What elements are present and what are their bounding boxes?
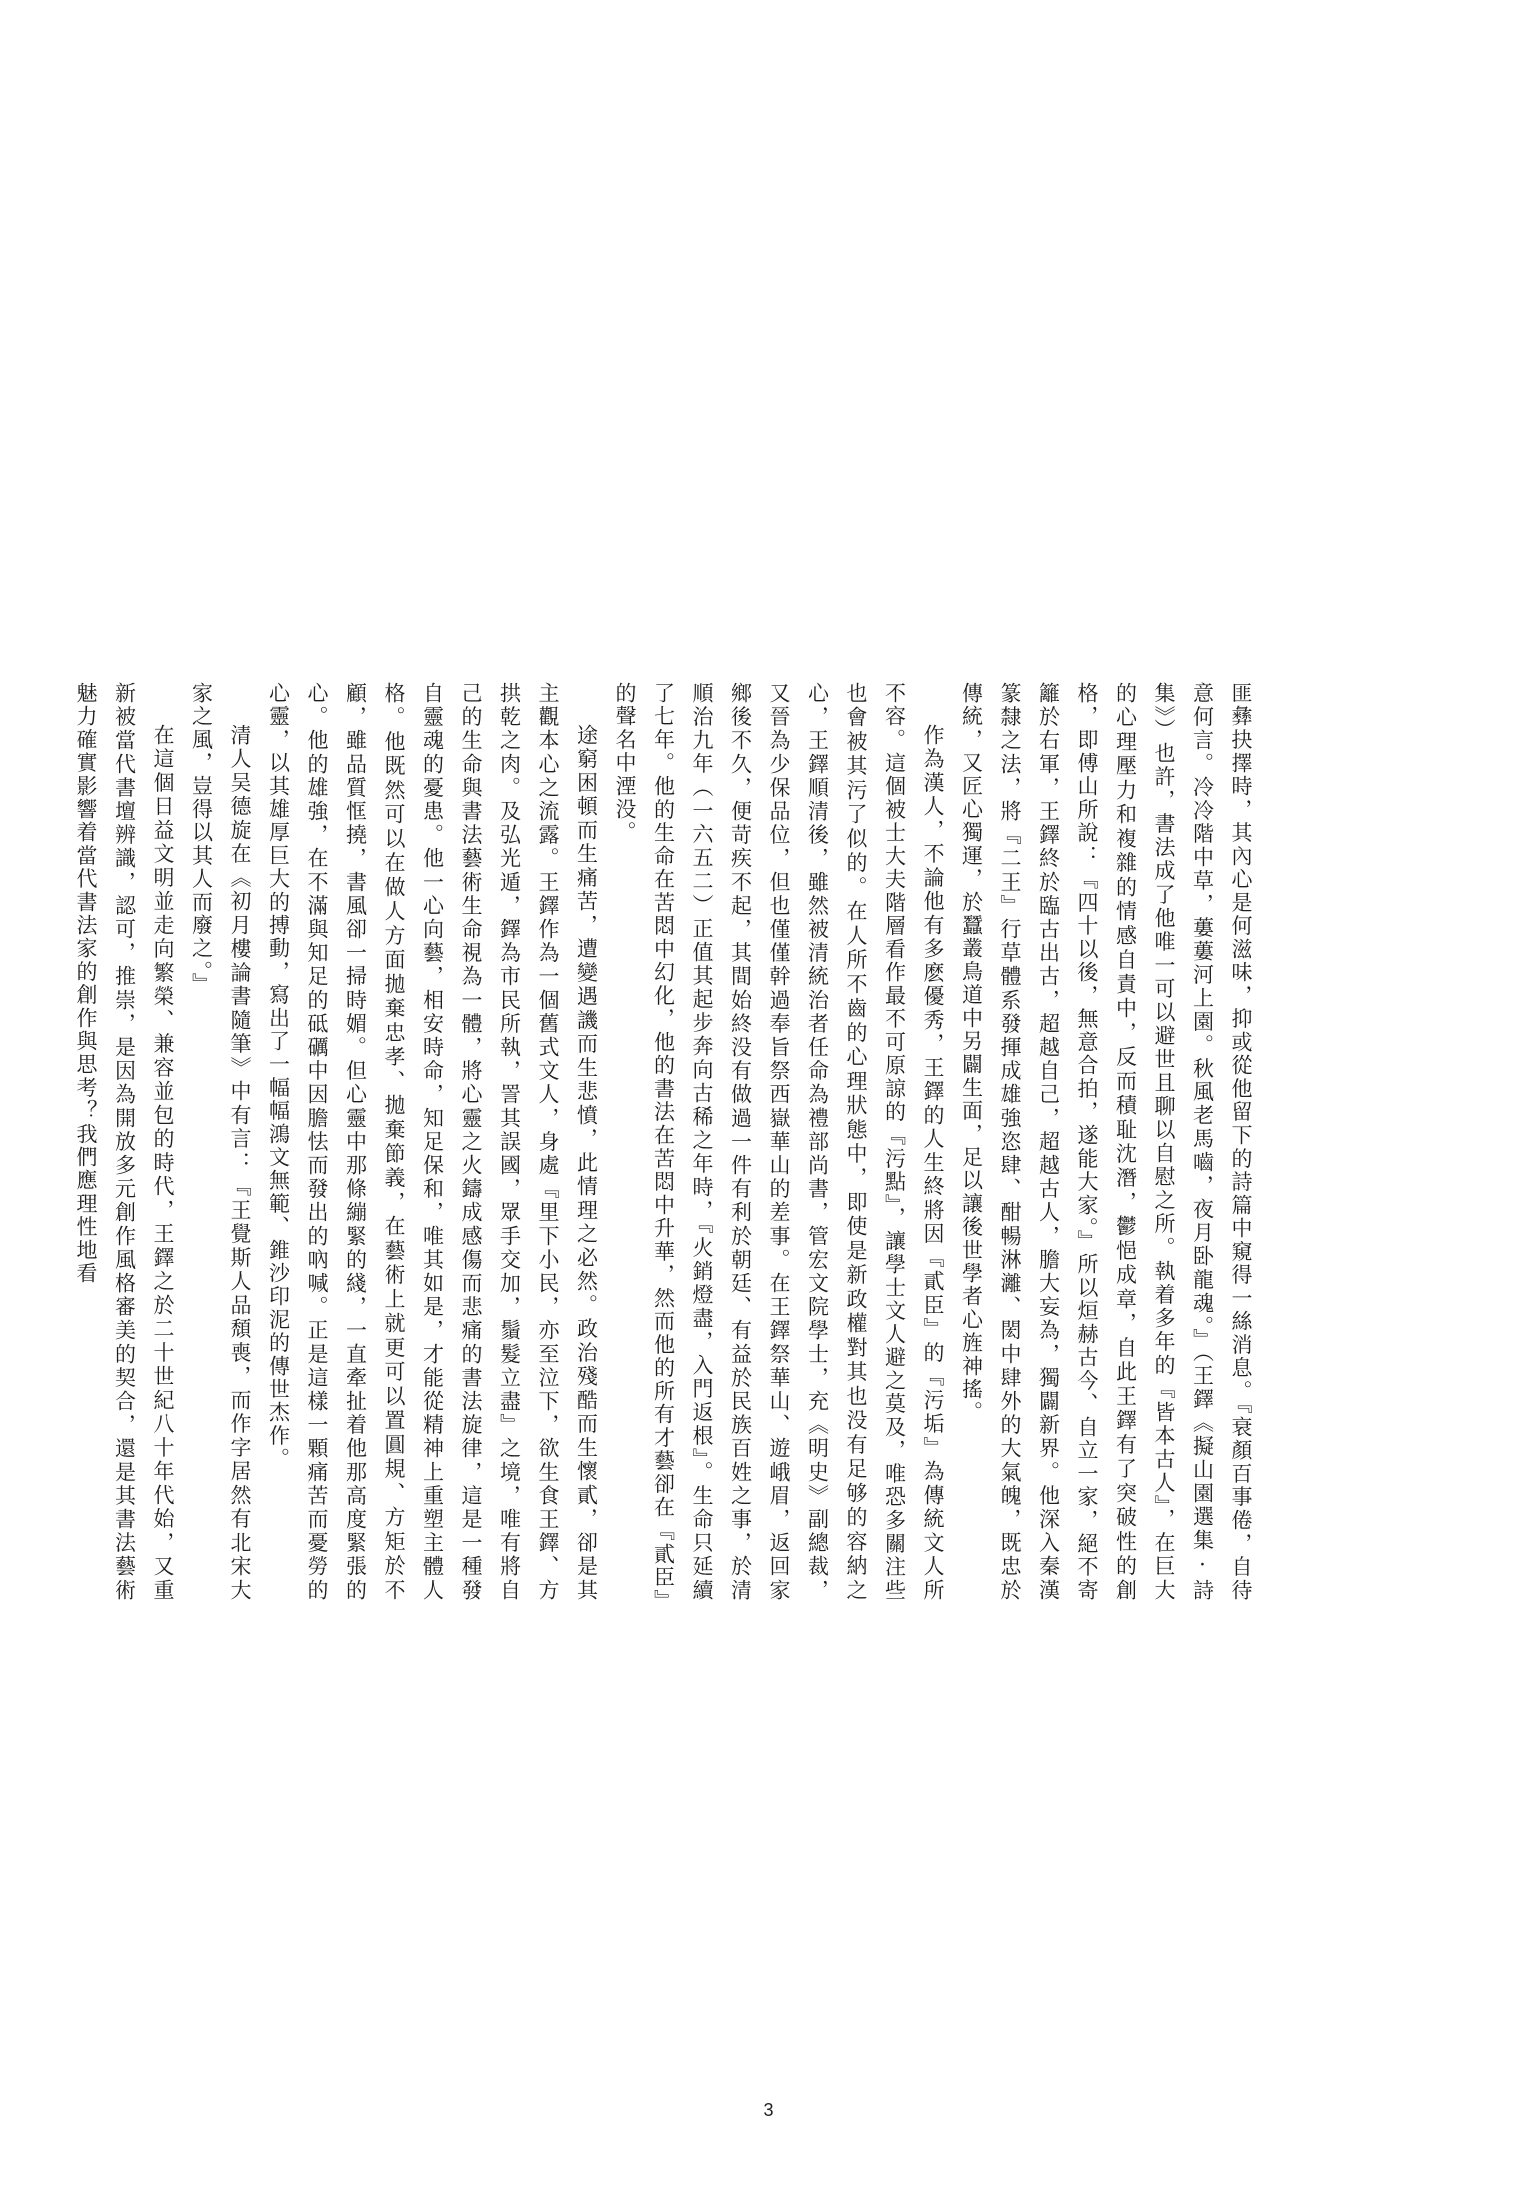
vertical-text-body — [74, 682, 1260, 1602]
paragraph-4: 清人吴德旋在《初月樓論書隨筆》中有言：『王覺斯人品頹喪，而作字居然有北宋大家之風，豈得以其人而廢之。』 — [189, 682, 252, 1602]
page-number: 3 — [763, 2100, 774, 2120]
paragraph-2: 作為漢人，不論他有多麽優秀，王鐸的人生終將因『貳臣』的『污垢』為傳統文人所不容。這個被士大夫階層看作最不可原諒的『污點』，讓學士文人避之莫及，唯恐多關注些也會被其污了似的。在人所不齒的心理狀態中，即使是新政權對其也没有足够的容納之心，王鐸順清後，雖然被清統治者任命為禮部尚書，管宏文院學士，充《明史》副總裁，又晉為少保品位，但也僅僅幹過奉旨祭西嶽華山的差事。在王鐸祭華山、遊峨眉，返回家鄉後不久，便苛疾不起，其間始終没有做過一件有利於朝廷、有益於民族百姓之事，於清順治九年（一六五二）正值其起步奔向古稀之年時，『火銷燈盡，入門返根』。生命只延續了七年。他的生命在苦悶中幻化，他的書法在苦悶中升華，然而他的所有才藝卻在『貳臣』的聲名中湮没。 — [613, 682, 945, 1602]
paragraph-1: 匪彝抉擇時，其內心是何滋味，抑或從他留下的詩篇中窺得一絲消息。『衰顏百事倦，自待意何言。冷冷階中草，蔞蔞河上園。秋風老馬嚙，夜月卧龍魂。』（王鐸《擬山園選集·詩集》）也許，書法成了他唯一可以避世且聊以自慰之所。執着多年的『皆本古人』，在巨大的心理壓力和複雜的情感自責中，反而積耻沈潛，鬱悒成章，自此王鐸有了突破性的創格，即傅山所說：『四十以後，無意合拍，遂能大家。』所以烜赫古今、自立一家，絕不寄籬於右軍，王鐸終於臨古出古，超越自己，超越古人，膽大妄為，獨闢新界。他深入秦漢篆隸之法，將『二王』行草體系發揮成雄強恣肆、酣暢淋灕、閎中肆外的大氣魄，既忠於傳統，又匠心獨運，於蠶叢鳥道中另闢生面，足以讓後世學者心旌神搖。 — [959, 682, 1253, 1602]
paragraph-5: 在這個日益文明並走向繁榮、兼容並包的時代，王鐸之於二十世紀八十年代始，又重新被當代書壇辨識，認可，推崇，是因為開放多元創作風格審美的契合，還是其書法藝術魅力確實影響着當代書法家的創作與思考？我們應理性地看 — [74, 682, 175, 1602]
paragraph-3: 途窮困頓而生痛苦，遭變遇譏而生悲憤，此情理之必然。政治殘酷而生懷貳，卻是其主觀本心之流露。王鐸作為一個舊式文人，身處『里下小民，亦至泣下，欲生食王鐸、方拱乾之肉。及弘光遁，鐸為市民所執，詈其誤國，眾手交加，鬚髮立盡』之境，唯有將自己的生命與書法藝術生命視為一體，將心靈之火鑄成感傷而悲痛的書法旋律，這是一種發自靈魂的憂患。他一心向藝，相安時命，知足保和，唯其如是，才能從精神上重塑主體人格。他既然可以在做人方面拋棄忠孝、拋棄節義，在藝術上就更可以置圓規、方矩於不顧，雖品質恇撓，書風卻一掃時媚。但心靈中那條繃緊的綫，一直牽扯着他那高度緊張的心。他的雄強，在不滿與知足的砥礪中因膽怯而發出的吶喊。正是這樣一顆痛苦而憂勞的心靈，以其雄厚巨大的搏動，寫出了一幅幅鴻文無範、錐沙印泥的傳世杰作。 — [266, 682, 599, 1602]
